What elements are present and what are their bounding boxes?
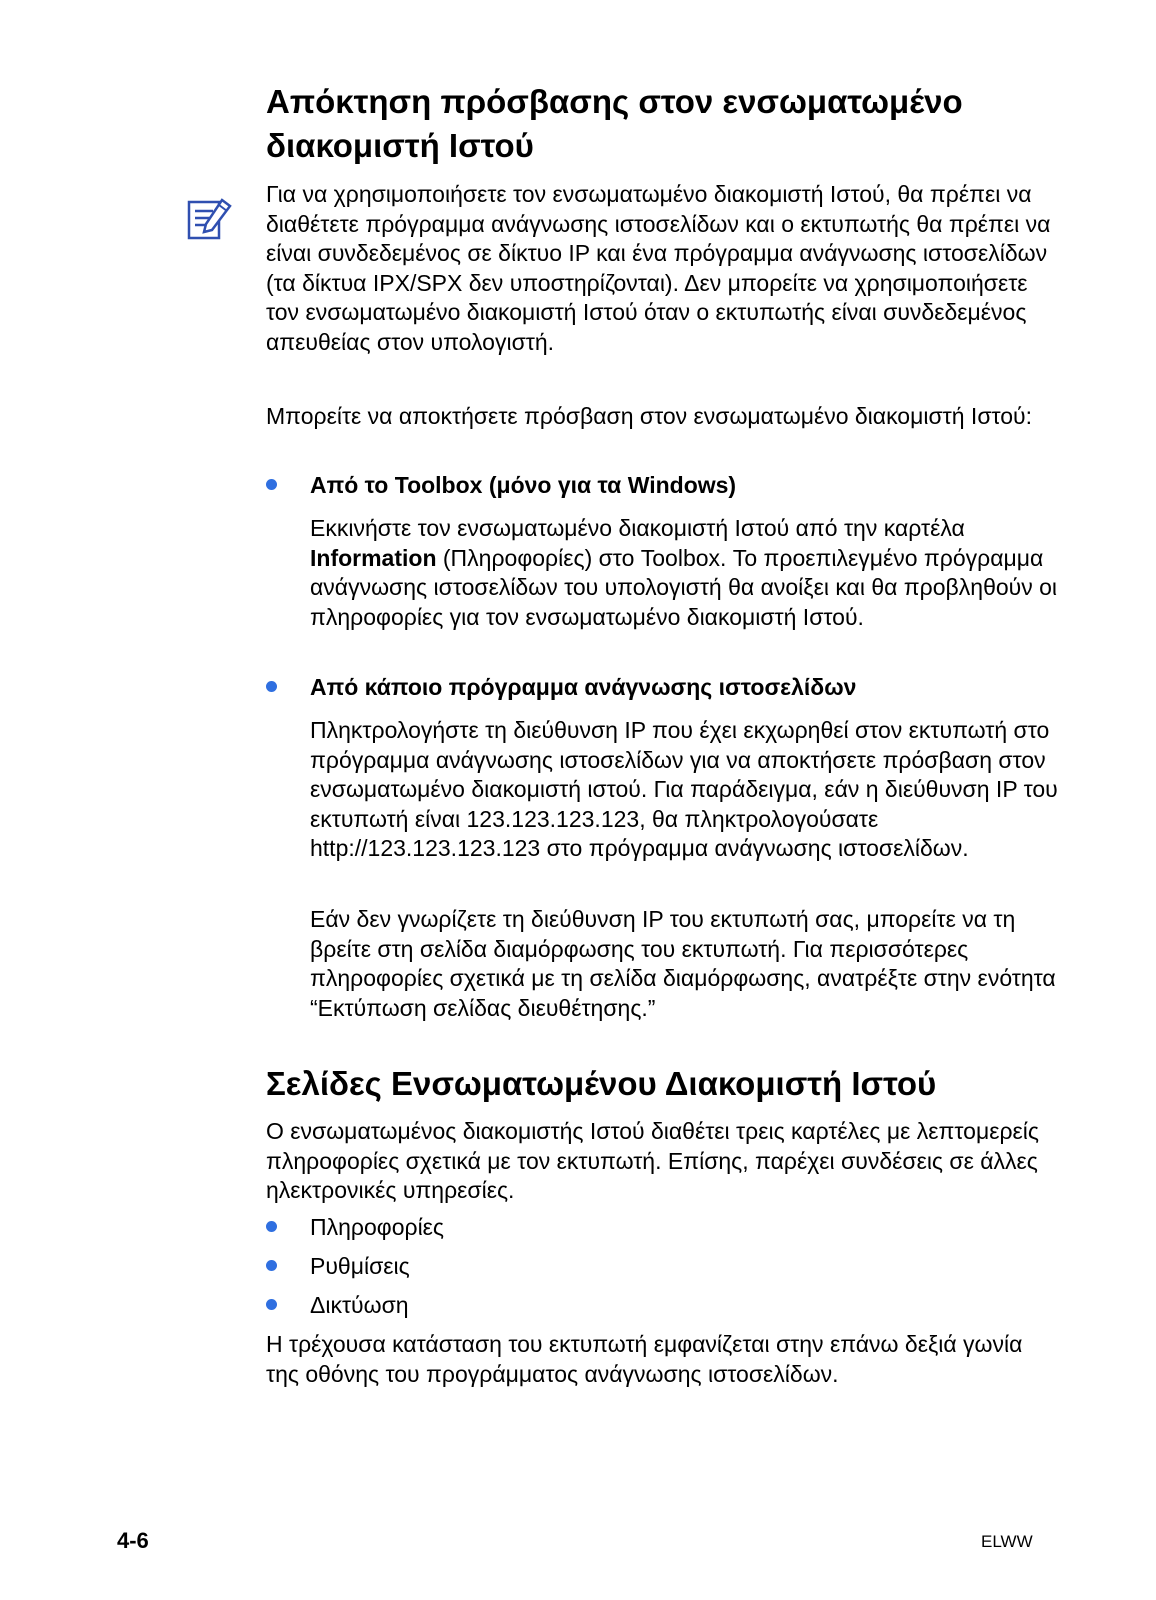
- bullet-dot: [266, 1221, 277, 1232]
- page-number: 4-6: [117, 1528, 149, 1553]
- bullet-dot: [266, 1260, 277, 1271]
- closing-paragraph: Η τρέχουσα κατάσταση του εκτυπωτή εμφανίζεται στην επάνω δεξιά γωνία της οθόνης του προγράμματος ανάγνωσης ιστοσελίδων.: [266, 1331, 1023, 1387]
- bullet-body-toolbox-post: (Πληροφορίες) στο Toolbox. Το προεπιλεγμένο πρόγραμμα ανάγνωσης ιστοσελίδων του υπολογιστή θα ανοίξει και θα προβληθούν οι πληροφορίες για τον ενσωματωμένο διακομιστή Ιστού.: [310, 544, 1058, 630]
- pages-intro: Ο ενσωματωμένος διακομιστής Ιστού διαθέτει τρεις καρτέλες με λεπτομερείς πληροφορίες σχετικά με τον εκτυπωτή. Επίσης, παρέχει συνδέσεις σε άλλες ηλεκτρονικές υπηρεσίες.: [266, 1118, 1040, 1203]
- list-item-label: Δικτύωση: [310, 1292, 409, 1318]
- note-text: Για να χρησιμοποιήσετε τον ενσωματωμένο διακομιστή Ιστού, θα πρέπει να διαθέτετε πρόγραμμα ανάγνωσης ιστοσελίδων και ο εκτυπωτής θα πρέπει να είναι συνδεδεμένος σε δίκτυο IP και ένα πρόγραμμα ανάγνωσης ιστοσελίδων (τα δίκτυα IPX/SPX δεν υποστηρίζονται). Δεν μπορείτε να χρησιμοποιήσετε τον ενσωματωμένο διακομιστή Ιστού όταν ο εκτυπωτής είναι συνδεδεμένος απευθείας στον υπολογιστή.: [266, 181, 1051, 355]
- list-item-label: Πληροφορίες: [310, 1214, 445, 1240]
- bullet-heading-toolbox: Από το Toolbox (μόνο για τα Windows): [310, 472, 737, 498]
- note-pencil-icon: [186, 196, 234, 244]
- information-tab-label: Information: [310, 544, 437, 571]
- bullet-body-toolbox-pre: Εκκινήστε τον ενσωματωμένο διακομιστή Ιστού από την καρτέλα: [310, 515, 965, 541]
- list-item-label: Ρυθμίσεις: [310, 1253, 410, 1279]
- intro-paragraph: Μπορείτε να αποκτήσετε πρόσβαση στον ενσωματωμένο διακομιστή Ιστού:: [266, 403, 1033, 429]
- section-title-pages: Σελίδες Ενσωματωμένου Διακομιστή Ιστού: [266, 1065, 937, 1102]
- bullet-body-browser: Πληκτρολογήστε τη διεύθυνση IP που έχει εκχωρηθεί στον εκτυπωτή στο πρόγραμμα ανάγνωσης ιστοσελίδων για να αποκτήσετε πρόσβαση στον ενσωματωμένο διακομιστή ιστού. Για παράδειγμα, εάν η διεύθυνση IP του εκτυπωτή είναι 123.123.123.123, θα πληκτρολογούσατε http://123.123.123.123 στο πρόγραμμα ανάγνωσης ιστοσελίδων.: [310, 717, 1058, 861]
- bullet-heading-browser: Από κάποιο πρόγραμμα ανάγνωσης ιστοσελίδων: [310, 674, 857, 700]
- section-title-line1: Απόκτηση πρόσβασης στον ενσωματωμένο: [266, 83, 963, 120]
- bullet-dot: [266, 1299, 277, 1310]
- section-title-line2: διακομιστή Ιστού: [266, 127, 534, 164]
- bullet-body-toolbox: [310, 514, 1060, 632]
- bullet-dot: [266, 479, 277, 490]
- footer-code: ELWW: [981, 1532, 1033, 1551]
- bullet-body-browser-ip: Εάν δεν γνωρίζετε τη διεύθυνση IP του εκτυπωτή σας, μπορείτε να τη βρείτε στη σελίδα διαμόρφωσης του εκτυπωτή. Για περισσότερες πληροφορίες σχετικά με τη σελίδα διαμόρφωσης, ανατρέξτε στην ενότητα “Εκτύπωση σελίδας διευθέτησης.”: [310, 906, 1056, 1021]
- bullet-dot: [266, 681, 277, 692]
- section-title: [266, 80, 1066, 168]
